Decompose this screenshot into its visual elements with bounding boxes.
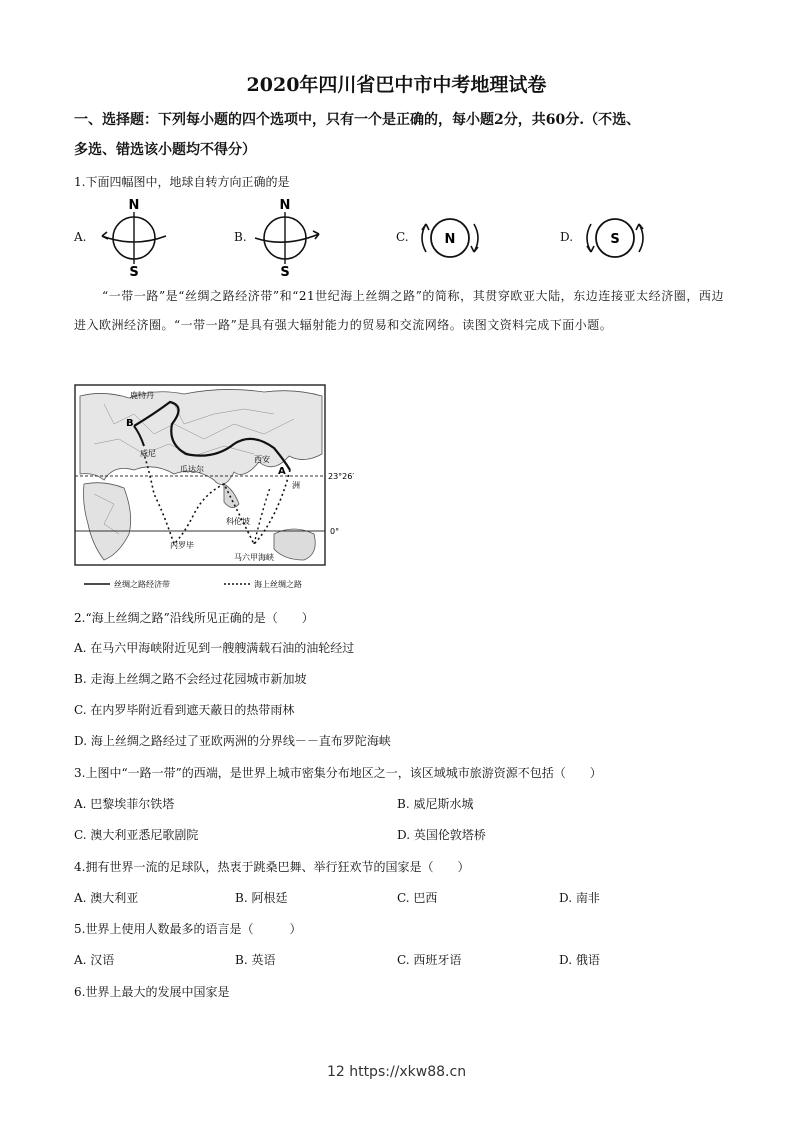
- section-heading-line1: 一、选择题：下列每小题的四个选项中，只有一个是正确的，每小题2分，共60分.（不选、: [74, 112, 641, 128]
- section-heading-line2: 多选、错选该小题均不得分）: [74, 142, 256, 158]
- q3-option-c[interactable]: C. 澳大利亚悉尼歌剧院: [74, 828, 199, 842]
- q5-option-a[interactable]: A. 汉语: [74, 953, 115, 967]
- q4-option-a[interactable]: A. 澳大利亚: [74, 891, 139, 905]
- map-label-a: A: [278, 466, 286, 477]
- reading-passage: “一带一路”是“丝绸之路经济带”和“21世纪海上丝绸之路”的简称，其贯穿欧亚大陆，东边连接亚太经济圈，西边进入欧洲经济圈。“一带一路”是具有强大辐射能力的贸易和交流网络。读图文资料完成下面小题。: [74, 289, 724, 332]
- map-label-malacca: 马六甲海峡: [234, 553, 274, 562]
- globe-a-s: S: [129, 265, 139, 276]
- q4-option-d[interactable]: D. 南非: [559, 891, 600, 905]
- globe-c-n: N: [444, 232, 456, 247]
- globe-b-s: S: [280, 265, 290, 276]
- map-label-b: B: [126, 418, 134, 429]
- page-title: 2020年四川省巴中市中考地理试卷: [246, 74, 547, 96]
- legend-solid-label: 丝绸之路经济带: [114, 580, 170, 589]
- globe-c-icon: [412, 208, 492, 268]
- q1-option-d-label[interactable]: D.: [560, 230, 574, 244]
- globe-b-n: N: [279, 198, 291, 213]
- page-footer: 12 https://xkw88.cn: [326, 1064, 467, 1080]
- q2-option-c[interactable]: C. 在内罗毕附近看到遮天蔽日的热带雨林: [74, 703, 295, 717]
- q3-option-a[interactable]: A. 巴黎埃菲尔铁塔: [74, 797, 175, 811]
- map-label-zhou: 洲: [292, 481, 300, 490]
- q5-option-c[interactable]: C. 西班牙语: [397, 953, 462, 967]
- map-label-venice: 威尼: [140, 449, 156, 458]
- map-label-rotterdam: 鹿特丹: [130, 391, 154, 400]
- map-label-xian: 西安: [254, 455, 270, 464]
- map-label-lat-23: 23°26′: [328, 472, 355, 481]
- q2-option-d[interactable]: D. 海上丝绸之路经过了亚欧两洲的分界线－－直布罗陀海峡: [74, 734, 391, 748]
- map-label-port: 瓜达尔: [180, 465, 204, 474]
- q3-option-d[interactable]: D. 英国伦敦塔桥: [397, 828, 486, 842]
- belt-road-map: [74, 384, 364, 594]
- q1-options: [74, 198, 714, 278]
- q1-option-c-label[interactable]: C.: [396, 230, 409, 244]
- q1-stem: 1.下面四幅图中，地球自转方向正确的是: [74, 175, 290, 189]
- section-heading: [74, 105, 734, 165]
- map-label-nairobi: 内罗毕: [170, 541, 194, 550]
- globe-a-icon: [94, 198, 184, 276]
- q4-stem: 4.拥有世界一流的足球队，热衷于跳桑巴舞、举行狂欢节的国家是（ ）: [74, 860, 470, 874]
- q3-stem: 3.上图中“一路一带”的西端，是世界上城市密集分布地区之一，该区域城市旅游资源不包括（ ）: [74, 766, 602, 780]
- q5-stem: 5.世界上使用人数最多的语言是（ ）: [74, 922, 302, 936]
- globe-b-icon: [249, 198, 339, 276]
- globe-a-n: N: [128, 198, 140, 213]
- q2-option-b[interactable]: B. 走海上丝绸之路不会经过花园城市新加坡: [74, 672, 307, 686]
- globe-d-icon: [577, 208, 657, 268]
- map-label-colombo: 科伦坡: [226, 517, 250, 526]
- q1-option-b-label[interactable]: B.: [234, 230, 247, 244]
- legend-dotted-label: 海上丝绸之路: [254, 580, 302, 589]
- map-label-lat-0: 0°: [330, 527, 340, 536]
- q4-option-c[interactable]: C. 巴西: [397, 891, 438, 905]
- q1-option-a-label[interactable]: A.: [74, 230, 87, 244]
- q5-option-d[interactable]: D. 俄语: [559, 953, 600, 967]
- q5-option-b[interactable]: B. 英语: [235, 953, 276, 967]
- q6-stem: 6.世界上最大的发展中国家是: [74, 985, 230, 999]
- q2-stem: 2.“海上丝绸之路”沿线所见正确的是（ ）: [74, 611, 314, 625]
- globe-d-s: S: [610, 232, 620, 247]
- q3-option-b[interactable]: B. 威尼斯水城: [397, 797, 474, 811]
- q2-option-a[interactable]: A. 在马六甲海峡附近见到一艘艘满载石油的油轮经过: [74, 641, 355, 655]
- q4-option-b[interactable]: B. 阿根廷: [235, 891, 288, 905]
